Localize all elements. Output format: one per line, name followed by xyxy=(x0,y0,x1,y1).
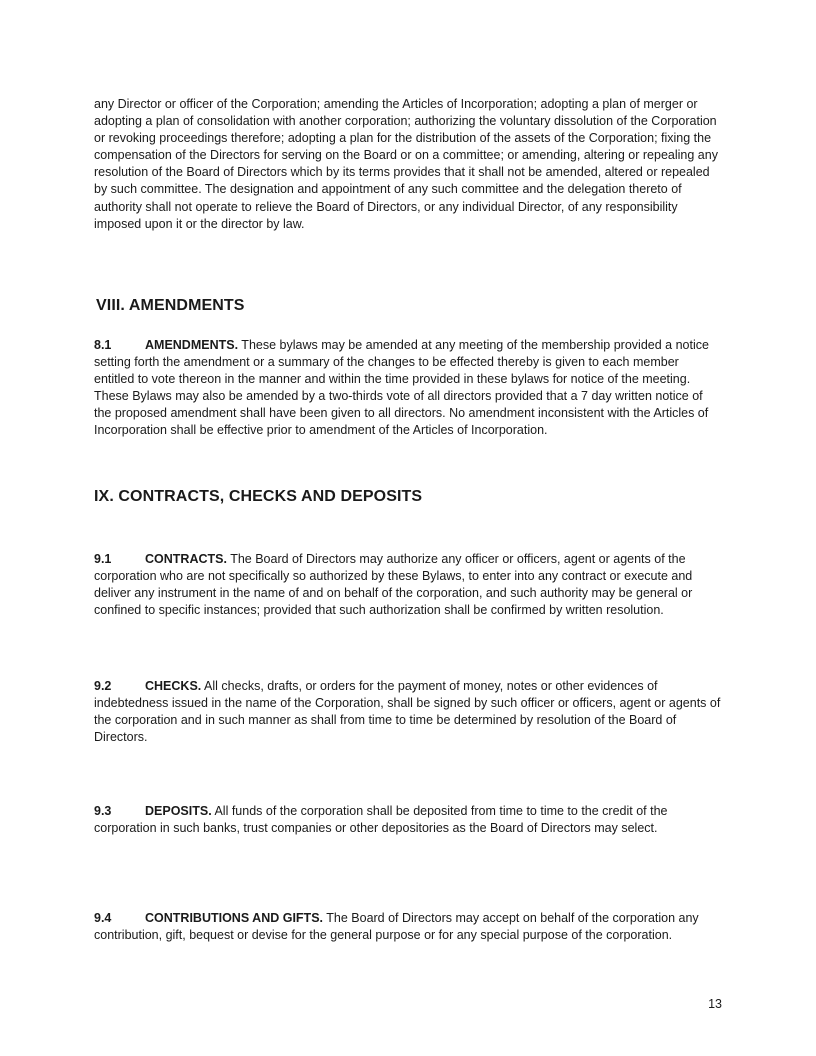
section-9-1-paragraph xyxy=(94,551,722,619)
continuation-text: any Director or officer of the Corporation; amending the Articles of Incorporation; adopting a plan of merger or adopting a plan of consolidation with another corporation; authorizing the voluntary dissolution of the Corporation or revoking proceedings therefore; adopting a plan for the distribution of the assets of the Corporation; fixing the compensation of the Directors for serving on the Board or on a committee; or amending, altering or repealing any resolution of the Board of Directors which by its terms provides that it shall not be amended, altered or repealed by such committee. The designation and appointment of any such committee and the delegation thereto of authority shall not operate to relieve the Board of Directors, or any individual Director, of any responsibility imposed upon it or the director by law. xyxy=(94,97,718,231)
section-9-1-text: The Board of Directors may authorize any officer or officers, agent or agents of the corporation who are not specifically so authorized by these Bylaws, to enter into any contract or execute and deliver any instrument in the name of and on behalf of the corporation, and such authority may be general or confined to specific instances; provided that such authorization shall be confirmed by written resolution. xyxy=(94,552,693,618)
article-ix-heading: IX. CONTRACTS, CHECKS AND DEPOSITS xyxy=(94,488,423,505)
section-9-3-text: All funds of the corporation shall be deposited from time to time to the credit of the corporation in such banks, trust companies or other depositories as the Board of Directors may select. xyxy=(94,804,668,836)
section-9-4-paragraph xyxy=(94,910,722,944)
section-9-2-text: All checks, drafts, or orders for the payment of money, notes or other evidences of indebtedness issued in the name of the Corporation, shall be signed by such officer or officers, agent or agents of the corporation and in such manner as shall from time to time be determined by resolution of the Board of Directors. xyxy=(94,679,721,745)
section-8-1-paragraph xyxy=(94,337,722,440)
section-9-2-paragraph xyxy=(94,678,722,746)
section-9-3-title: DEPOSITS. xyxy=(145,804,212,818)
section-8-1-number: 8.1 xyxy=(94,338,112,352)
section-9-4-number: 9.4 xyxy=(94,911,112,925)
section-9-4-title: CONTRIBUTIONS AND GIFTS. xyxy=(145,911,324,925)
section-9-2-title: CHECKS. xyxy=(145,679,202,693)
section-9-4-text: The Board of Directors may accept on behalf of the corporation any contribution, gift, bequest or devise for the general purpose or for any special purpose of the corporation. xyxy=(94,911,699,943)
section-8-1-title: AMENDMENTS. xyxy=(145,338,239,352)
section-9-3-number: 9.3 xyxy=(94,804,112,818)
section-9-3-paragraph xyxy=(94,803,722,837)
continuation-paragraph xyxy=(94,96,722,233)
section-9-1-number: 9.1 xyxy=(94,552,112,566)
page-number: 13 xyxy=(708,997,722,1011)
section-9-1-title: CONTRACTS. xyxy=(145,552,227,566)
section-8-1-text: These bylaws may be amended at any meeting of the membership provided a notice setting forth the amendment or a summary of the changes to be effected thereby is given to each member entitled to vote thereon in the manner and within the time provided in these bylaws for notice of the meeting. These Bylaws may also be amended by a two-thirds vote of all directors provided that a 7 day written notice of the proposed amendment shall have been given to all directors. No amendment inconsistent with the Articles of Incorporation shall be effective prior to amendment of the Articles of Incorporation. xyxy=(94,338,709,438)
section-9-2-number: 9.2 xyxy=(94,679,112,693)
article-viii-heading: VIII. AMENDMENTS xyxy=(96,297,245,314)
